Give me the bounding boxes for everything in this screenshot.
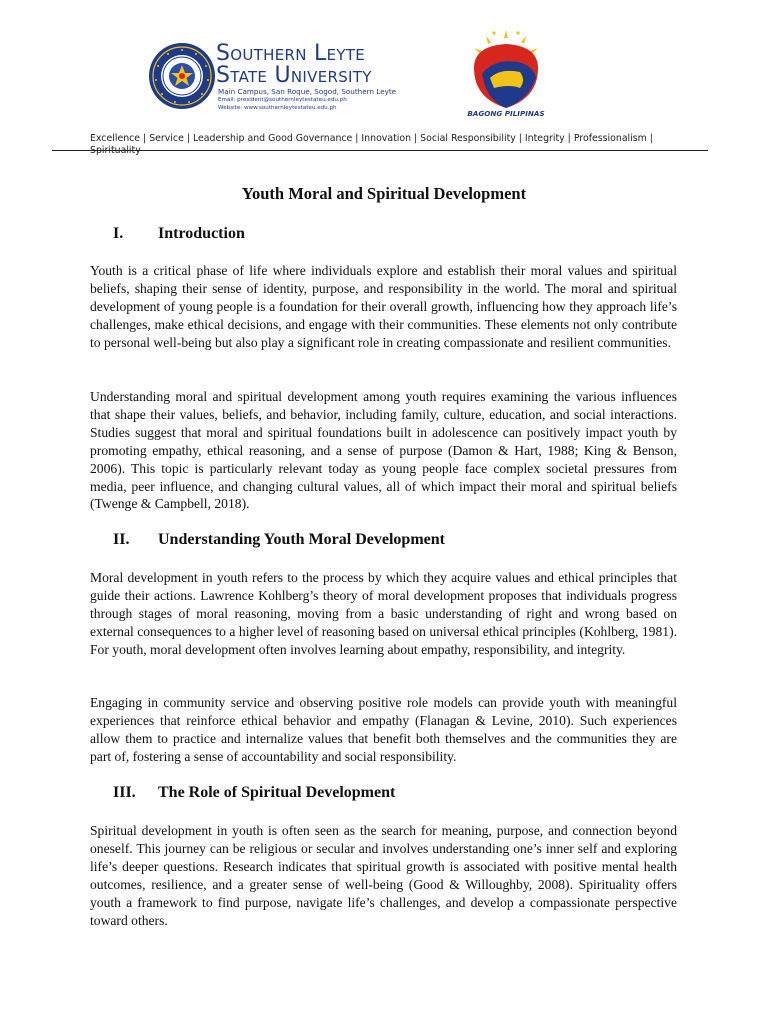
section-title: Understanding Youth Moral Development xyxy=(158,531,445,548)
university-name xyxy=(216,43,372,87)
section-title: Introduction xyxy=(158,225,245,242)
paragraph: Engaging in community service and observing positive role models can provide youth with meaningful experiences that reinforce ethical behavior and empathy (Flanagan & Levine, 2010). Such experiences allow them to practice and internalize values that benefit both themselves and the communities they are part of, fostering a sense of accountability and social responsibility. xyxy=(90,695,677,764)
bagong-pilipinas-caption: BAGONG PILIPINAS xyxy=(467,109,545,118)
section-heading-spiritual-development xyxy=(113,784,395,802)
letterhead xyxy=(0,0,768,160)
university-address: Main Campus, San Roque, Sogod, Southern Leyte xyxy=(218,87,397,96)
paragraph: Understanding moral and spiritual development among youth requires examining the various influences that shape their values, beliefs, and behavior, including family, culture, education, and social interactions. Studies suggest that moral and spiritual foundations built in adolescence can positively impact youth by promoting empathy, ethical reasoning, and a sense of purpose (Damon & Hart, 1988; King & Benson, 2006). This topic is particularly relevant today as young people face complex societal pressures from media, peer influence, and changing cultural values, all of which impact their moral and spiritual beliefs (Twenge & Campbell, 2018). xyxy=(90,389,677,512)
section-number: III. xyxy=(113,784,136,801)
section-title: The Role of Spiritual Development xyxy=(158,784,396,801)
paragraph: Spiritual development in youth is often seen as the search for meaning, purpose, and connection beyond oneself. This journey can be religious or secular and involves understanding one’s inner self and exploring life’s deeper questions. Research indicates that spiritual growth is associated with positive mental health outcomes, resilience, and a greater sense of well-being (Good & Willoughby, 2008). Spirituality offers youth a framework to find purpose, navigate life’s challenges, and develop a compassionate perspective toward others. xyxy=(90,823,677,928)
bagong-pilipinas-logo xyxy=(464,28,548,118)
university-name-line1: Southern Leyte xyxy=(216,41,366,66)
section-number: II. xyxy=(113,531,130,548)
header-divider xyxy=(52,150,708,151)
university-email: Email: president@southernleytestateu.edu.ph xyxy=(218,97,347,103)
document-title: Youth Moral and Spiritual Development xyxy=(241,184,527,203)
paragraph: Youth is a critical phase of life where individuals explore and establish their moral values and spiritual beliefs, shaping their sense of identity, purpose, and responsibility in the world. The moral and spiritual development of young people is a foundation for their overall growth, influencing how they approach life’s challenges, make ethical decisions, and engage with their communities. These elements not only contribute to personal well-being but also play a significant role in creating compassionate and resilient communities. xyxy=(90,263,677,350)
university-website: Website: www.southernleytestateu.edu.ph xyxy=(218,105,337,111)
university-seal-icon xyxy=(148,42,216,110)
paragraph: Moral development in youth refers to the process by which they acquire values and ethical principles that guide their actions. Lawrence Kohlberg’s theory of moral development proposes that individuals progress through stages of moral reasoning, moving from a basic understanding of right and wrong based on external consequences to a higher level of reasoning based on universal ethical principles (Kohlberg, 1981). For youth, moral development often involves learning about empathy, responsibility, and integrity. xyxy=(90,570,677,657)
section-heading-moral-development xyxy=(113,531,445,549)
section-heading-introduction xyxy=(113,225,245,243)
section-number: I. xyxy=(113,225,124,242)
core-values-line: Excellence | Service | Leadership and Good Governance | Innovation | Social Responsibility | Integrity | Professionalism | Spirituality xyxy=(90,133,653,156)
university-name-line2: State University xyxy=(216,63,372,88)
